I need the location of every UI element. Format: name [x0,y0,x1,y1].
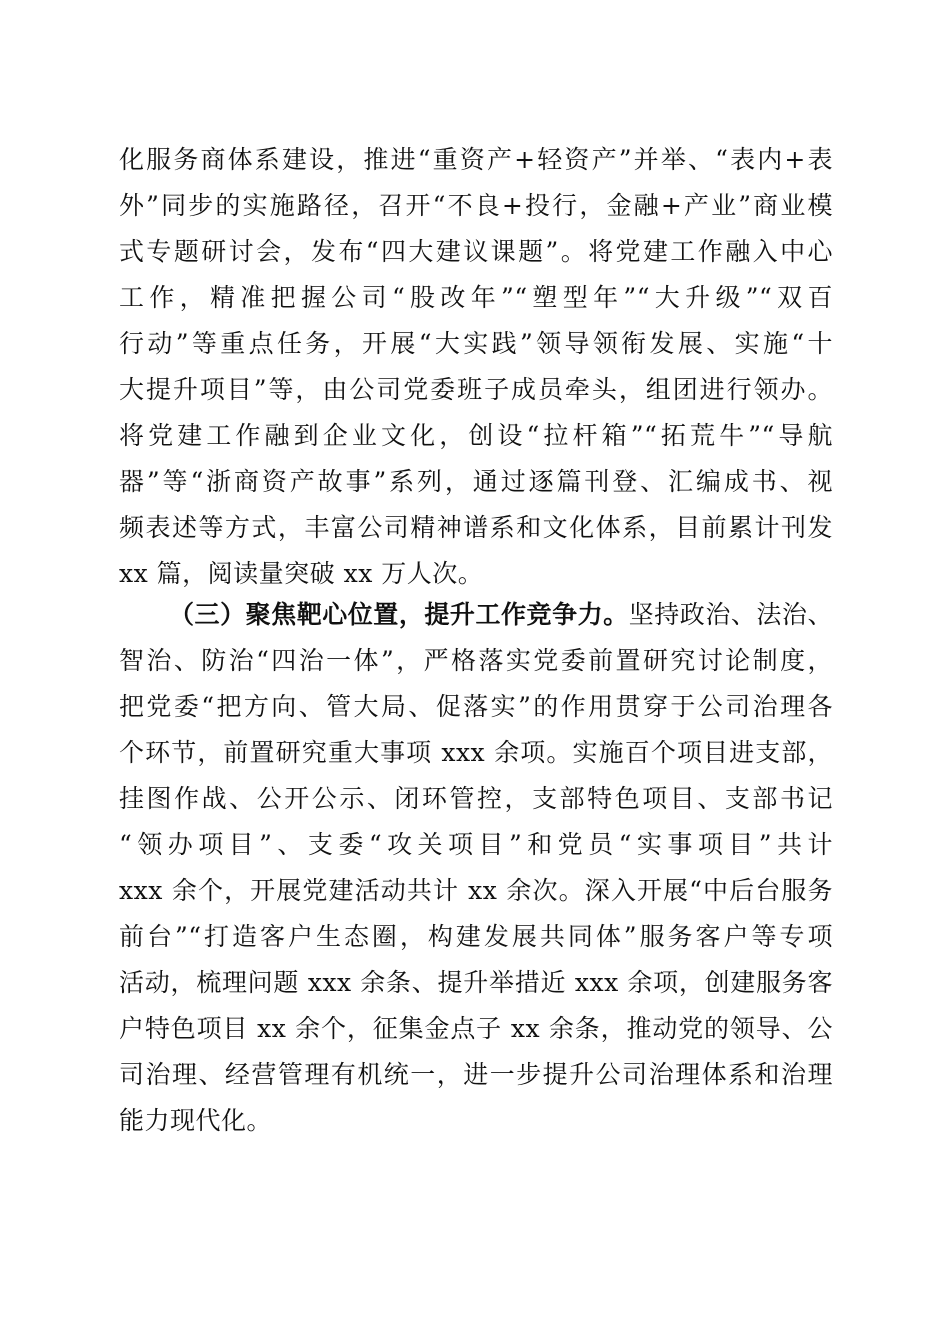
paragraph-line: 器”等“浙商资产故事”系列，通过逐篇刊登、汇编成书、视 [119,467,833,496]
paragraph-line: 智治、防治“四治一体”，严格落实党委前置研究讨论制度， [119,646,833,675]
section-heading: （三）聚焦靶心位置，提升工作竞争力。 [169,600,629,629]
paragraph-line: 个环节，前置研究重大事项 xxx 余项。实施百个项目进支部， [119,738,833,767]
paragraph-line: 外”同步的实施路径，召开“不良+投行，金融+产业”商业模 [119,191,833,220]
paragraph-line: 能力现代化。 [119,1106,273,1135]
paragraph-line: 将党建工作融到企业文化，创设“拉杆箱”“拓荒牛”“导航 [119,421,833,450]
paragraph-line: xx 篇，阅读量突破 xx 万人次。 [119,559,484,588]
paragraph-line: 挂图作战、公开公示、闭环管控，支部特色项目、支部书记 [119,784,833,813]
paragraph-competitiveness [119,592,833,1144]
paragraph-line: 大提升项目”等，由公司党委班子成员牵头，组团进行领办。 [119,375,833,404]
paragraph-text: 坚持政治、法治、 [628,600,833,629]
paragraph-line: 活动，梳理问题 xxx 余条、提升举措近 xxx 余项，创建服务客 [119,968,833,997]
paragraph-line: 户特色项目 xx 余个，征集金点子 xx 余条，推动党的领导、公 [119,1014,833,1043]
paragraph-line: 工作，精准把握公司“股改年”“塑型年”“大升级”“双百 [119,283,833,312]
paragraph-first-line [119,592,833,638]
paragraph-line: xxx 余个，开展党建活动共计 xx 余次。深入开展“中后台服务 [119,876,833,905]
paragraph-line: 化服务商体系建设，推进“重资产+轻资产”并举、“表内+表 [119,145,833,174]
paragraph-party-building-culture [119,137,833,597]
paragraph-line: 式专题研讨会，发布“四大建议课题”。将党建工作融入中心 [119,237,833,266]
paragraph-line: 频表述等方式，丰富公司精神谱系和文化体系，目前累计刊发 [119,513,833,542]
paragraph-line: 行动”等重点任务，开展“大实践”领导领衔发展、实施“十 [119,329,833,358]
paragraph-line: 司治理、经营管理有机统一，进一步提升公司治理体系和治理 [119,1060,833,1089]
paragraph-line: 前台”“打造客户生态圈，构建发展共同体”服务客户等专项 [119,922,833,951]
paragraph-line: “领办项目”、支委“攻关项目”和党员“实事项目”共计 [119,830,833,859]
paragraph-line: 把党委“把方向、管大局、促落实”的作用贯穿于公司治理各 [119,692,833,721]
